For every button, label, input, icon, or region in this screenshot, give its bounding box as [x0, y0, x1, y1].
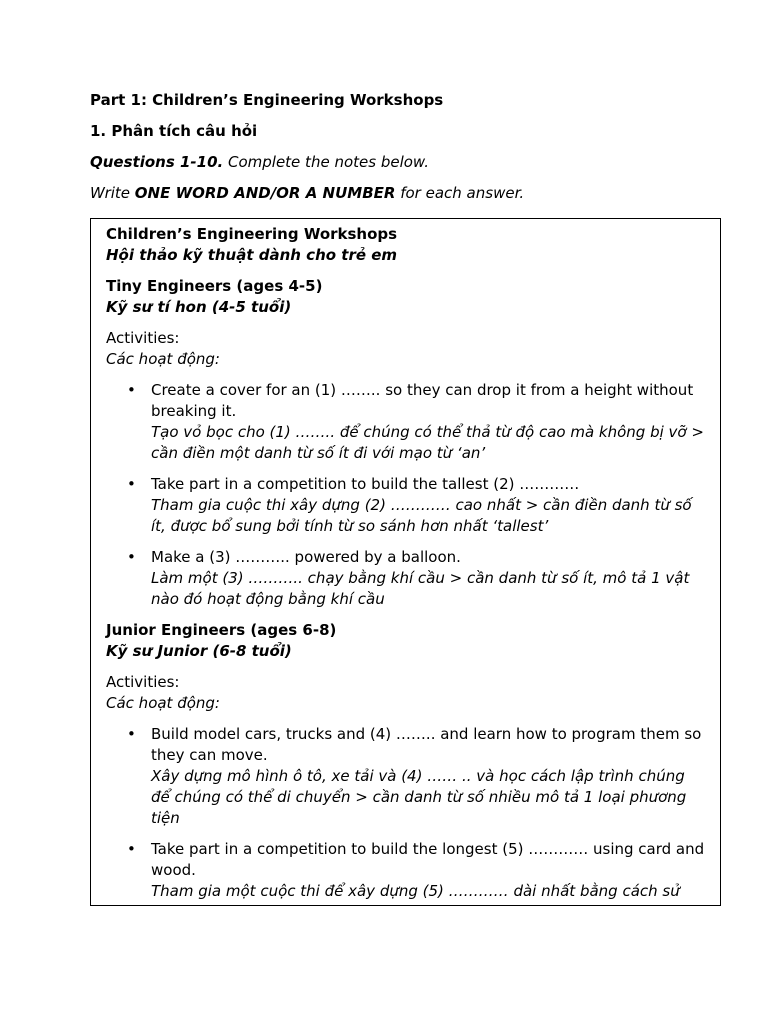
- activities-label-block: [106, 328, 706, 370]
- section-heading-vi: Kỹ sư Junior (6-8 tuổi): [106, 642, 292, 660]
- questions-text: Complete the notes below.: [228, 153, 429, 171]
- list-item: [106, 380, 706, 464]
- notes-title-vi: Hội thảo kỹ thuật dành cho trẻ em: [106, 246, 398, 264]
- section-junior-engineers: [106, 620, 706, 662]
- bullet-icon: •: [127, 475, 136, 493]
- activities-label-vi: Các hoạt động:: [106, 350, 220, 368]
- questions-instruction: [90, 152, 730, 173]
- section-tiny-engineers: [106, 276, 706, 318]
- item-text-vi: Xây dựng mô hình ô tô, xe tải và (4) …… .. và học cách lập trình chúng để chúng có thể di chuyển > cần danh từ số nhiều mô tả 1 loại phương tiện: [151, 767, 687, 827]
- notes-title-en: Children’s Engineering Workshops: [106, 225, 398, 243]
- activity-list: [106, 380, 706, 610]
- analysis-heading: 1. Phân tích câu hỏi: [90, 122, 258, 140]
- bullet-icon: •: [127, 840, 136, 858]
- section-heading-en: Junior Engineers (ages 6-8): [106, 621, 337, 639]
- page-header: [90, 90, 730, 204]
- item-text-vi: Tham gia một cuộc thi để xây dựng (5) ………… dài nhất bằng cách sử: [151, 882, 680, 900]
- write-suffix: for each answer.: [400, 184, 525, 202]
- item-text-en: Take part in a competition to build the tallest (2) …………: [151, 475, 580, 493]
- notes-title-block: [106, 224, 706, 266]
- item-text-en: Build model cars, trucks and (4) …….. and learn how to program them so they can move.: [151, 725, 702, 764]
- item-text-en: Take part in a competition to build the longest (5) ………… using card and wood.: [151, 840, 705, 879]
- activities-label-en: Activities:: [106, 329, 180, 347]
- bullet-icon: •: [127, 381, 136, 399]
- notes-box: [90, 218, 721, 906]
- write-prefix: Write: [90, 184, 131, 202]
- activities-label-block: [106, 672, 706, 714]
- part-title: Part 1: Children’s Engineering Workshops: [90, 91, 444, 109]
- bullet-icon: •: [127, 548, 136, 566]
- item-text-vi: Tham gia cuộc thi xây dựng (2) ………… cao nhất > cần điền danh từ số ít, được bổ sung bởi tính từ so sánh hơn nhất ‘tallest’: [151, 496, 692, 535]
- list-item: [106, 839, 706, 902]
- questions-label: Questions 1-10.: [90, 153, 224, 171]
- section-heading-vi: Kỹ sư tí hon (4-5 tuổi): [106, 298, 292, 316]
- write-instruction: [90, 183, 730, 204]
- bullet-icon: •: [127, 725, 136, 743]
- activity-list: [106, 724, 706, 902]
- item-text-vi: Tạo vỏ bọc cho (1) …….. để chúng có thể thả từ độ cao mà không bị vỡ > cần điền một danh từ số ít đi với mạo từ ‘an’: [151, 423, 704, 462]
- list-item: [106, 724, 706, 829]
- item-text-vi: Làm một (3) ……….. chạy bằng khí cầu > cần danh từ số ít, mô tả 1 vật nào đó hoạt động bằng khí cầu: [151, 569, 690, 608]
- list-item: [106, 547, 706, 610]
- write-emphasis: ONE WORD AND/OR A NUMBER: [134, 184, 396, 202]
- activities-label-en: Activities:: [106, 673, 180, 691]
- list-item: [106, 474, 706, 537]
- item-text-en: Make a (3) ……….. powered by a balloon.: [151, 548, 461, 566]
- activities-label-vi: Các hoạt động:: [106, 694, 220, 712]
- section-heading-en: Tiny Engineers (ages 4-5): [106, 277, 323, 295]
- item-text-en: Create a cover for an (1) …….. so they can drop it from a height without breaking it.: [151, 381, 694, 420]
